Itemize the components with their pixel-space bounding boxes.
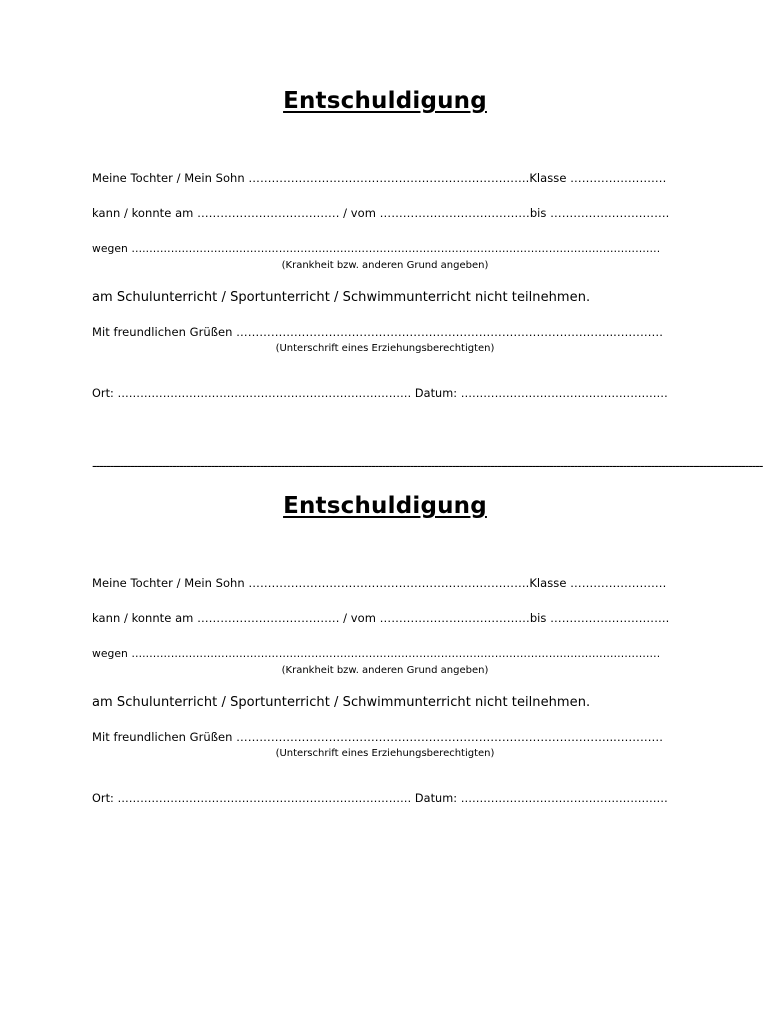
signature-hint: (Unterschrift eines Erziehungsberechtigten): [275, 748, 495, 759]
form-title: Entschuldigung: [283, 88, 487, 114]
child-class-line: Meine Tochter / Mein Sohn ……………………………………………………………….Klasse …………………….: [92, 171, 667, 185]
place-date-line: Ort: …………………………………………………………………… Datum: ……………………………………………….: [92, 792, 668, 805]
reason-hint: (Krankheit bzw. anderen Grund angeben): [281, 260, 489, 271]
reason-line: wegen …..…………………………………………………………………………………………………………………………….: [92, 647, 661, 660]
form-title: Entschuldigung: [283, 493, 487, 519]
date-range-line: kann / konnte am ………………………………. / vom …………………………………bis ………………………….: [92, 206, 670, 220]
signature-hint: (Unterschrift eines Erziehungsberechtigten): [275, 343, 495, 354]
child-class-line: Meine Tochter / Mein Sohn ……………………………………………………………….Klasse …………………….: [92, 576, 667, 590]
signature-line: Mit freundlichen Grüßen ……………………………………………………………………………………...…………: [92, 730, 664, 744]
place-date-line: Ort: …………………………………………………………………… Datum: ……………………………………………….: [92, 387, 668, 400]
absence-statement: am Schulunterricht / Sportunterricht / Schwimmunterricht nicht teilnehmen.: [92, 695, 591, 710]
date-range-line: kann / konnte am ………………………………. / vom …………………………………bis ………………………….: [92, 611, 670, 625]
cut-line-separator: ------------------------------------------------------------------------------------------------------------------------------------------------------------------------------------------------: [92, 459, 763, 474]
reason-hint: (Krankheit bzw. anderen Grund angeben): [281, 665, 489, 676]
absence-statement: am Schulunterricht / Sportunterricht / Schwimmunterricht nicht teilnehmen.: [92, 290, 591, 305]
signature-line: Mit freundlichen Grüßen ……………………………………………………………………………………...…………: [92, 325, 664, 339]
reason-line: wegen …..…………………………………………………………………………………………………………………………….: [92, 242, 661, 255]
